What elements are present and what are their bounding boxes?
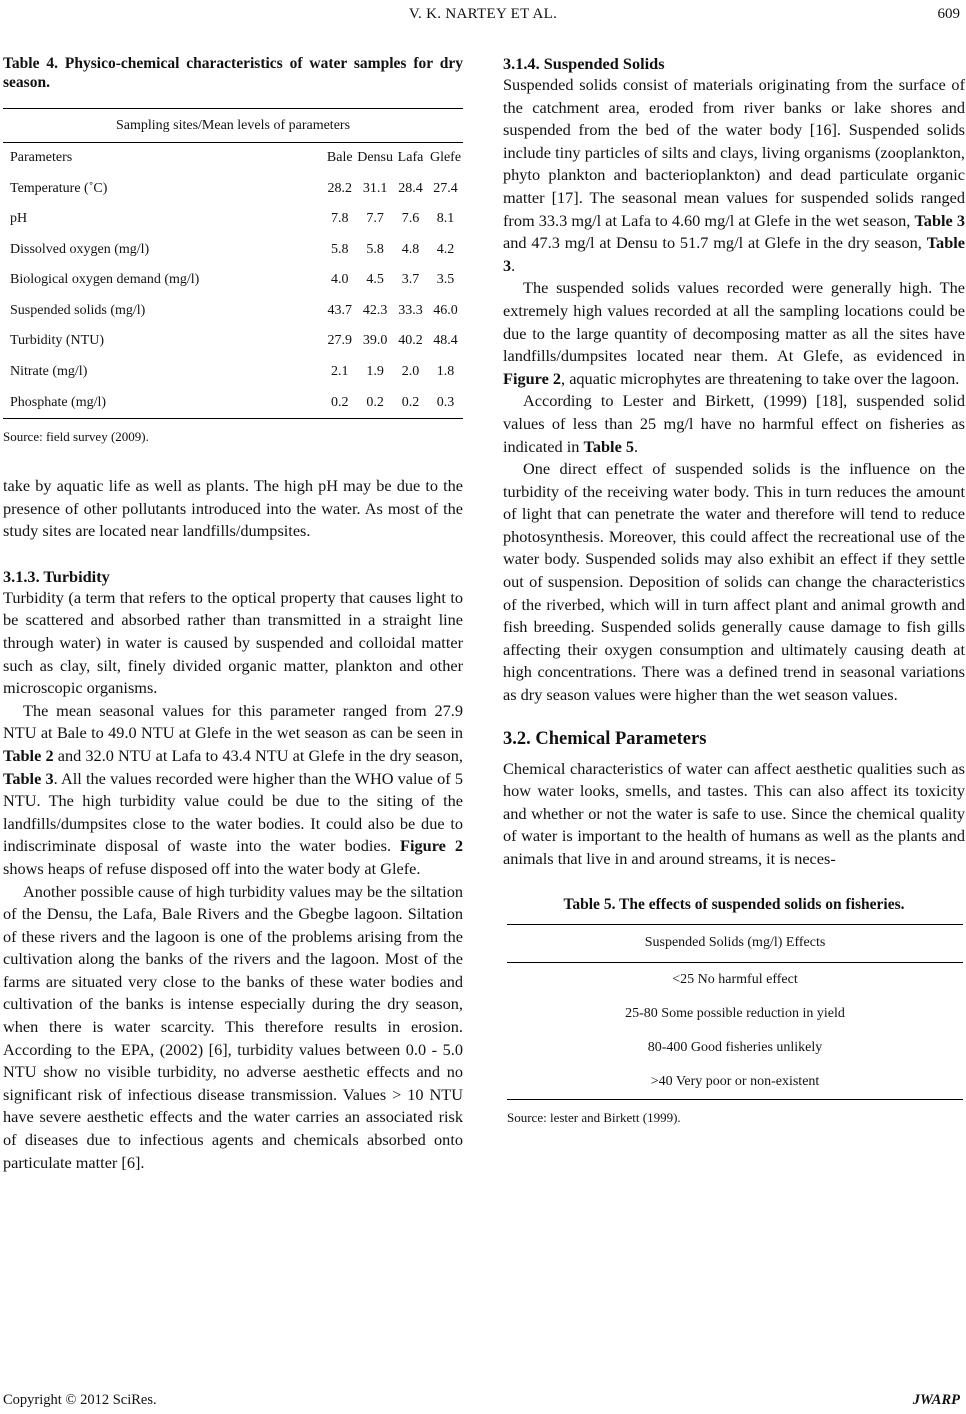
table4-cell: 2.0 <box>401 363 420 379</box>
table-ref: Table 3 <box>3 768 54 788</box>
table4 <box>3 108 463 419</box>
table4-col-parameters: Parameters <box>10 150 73 166</box>
table4-cell: 5.8 <box>366 241 384 257</box>
table4-cell: 46.0 <box>433 302 458 318</box>
table-row <box>507 997 963 1031</box>
text-run: . All the values recorded were higher than the WHO value of 5 NTU. The high turbidity value could be due to the siting of the landfills/dumpsites close to the water bodies. It could also be due to indiscriminate disposal of waste into the water bodies. <box>3 768 463 856</box>
table-ref: Table 3 <box>914 210 965 230</box>
table4-cell: 48.4 <box>433 333 458 349</box>
right-para-2 <box>503 277 965 390</box>
text-run: The suspended solids values recorded were generally high. The extremely high values recorded at all the sampling locations could be due to the large quantity of decomposing matter as all the sites have landfills/dumpsites located near them. At Glefe, as evidenced in <box>503 278 965 366</box>
text-run: . <box>511 255 516 275</box>
table4-cell: pH <box>10 211 28 227</box>
table-row <box>507 962 963 997</box>
table5 <box>507 924 963 1100</box>
table-row <box>3 174 463 205</box>
text-run: The mean seasonal values for this parameter ranged from 27.9 NTU at Bale to 49.0 NTU at Glefe in the wet season as can be seen in <box>3 700 463 743</box>
table4-cell: Dissolved oxygen (mg/l) <box>10 241 150 257</box>
table4-cell: 3.5 <box>436 272 455 288</box>
table4-cell: Suspended solids (mg/l) <box>10 302 146 318</box>
table4-cell: 42.3 <box>362 302 388 318</box>
heading-3-1-4: 3.1.4. Suspended Solids <box>503 54 665 73</box>
text-run: According to Lester and Birkett, (1999) [18], suspended solid values of less than 25 mg/l have no harmful effect on fisheries as indicated in <box>503 391 965 456</box>
journal-name: JWARP <box>912 1392 960 1408</box>
table4-col-lafa: Lafa <box>397 150 424 166</box>
table5-source: Source: lester and Birkett (1999). <box>507 1109 681 1125</box>
right-para-4: One direct effect of suspended solids is the influence on the turbidity of the receiving water body. This in turn reduces the amount of light that can penetrate the water and therefore will tend to reduce photosynthesis. Moreover, this could affect the recreational use of the water body. Suspended solids may also exhibit an effect if they settle out of suspension. Deposition of solids can change the characteristics of the riverbed, which will in turn affect plant and animal growth and fish breeding. Suspended solids generally cause damage to fish gills affecting their oxygen consumption and ultimately causing death at high concentrations. There was a defined trend in seasonal variations as dry season values were higher than the wet season values. <box>503 459 965 705</box>
table4-col-glefe: Glefe <box>429 150 462 166</box>
table4-cell: 4.8 <box>401 241 420 257</box>
table-ref: Table 2 <box>3 745 54 765</box>
table4-cell: Turbidity (NTU) <box>10 333 104 349</box>
table4-span-header: Sampling sites/Mean levels of parameters <box>3 109 463 143</box>
right-column <box>503 54 965 1126</box>
table-ref: Table 3 <box>503 233 965 275</box>
table4-caption: Table 4. Physico-chemical characteristics of water samples for dry season. <box>3 55 463 91</box>
table-row <box>507 1031 963 1065</box>
table5-cell: 80-400 Good fisheries unlikely <box>647 1039 823 1055</box>
text-run: and 32.0 NTU at Lafa to 43.4 NTU at Glefe in the dry season, <box>53 745 463 765</box>
right-para-1 <box>503 74 965 277</box>
text-run: Suspended solids consist of materials originating from the surface of the catchment area, eroded from river banks or lake shores and suspended from the bed of the water body [16]. Suspended solids include tiny particles of silts and clays, living organisms (zooplankton, phyto plankton and bacterioplankton) and dead particulate organic matter [17]. The seasonal mean values for suspended solids ranged from 33.3 mg/l at Lafa to 4.60 mg/l at Glefe in the wet season, <box>503 75 965 230</box>
table4-cell: 4.2 <box>436 241 455 257</box>
page-number: 609 <box>937 6 960 22</box>
table4-cell: 0.2 <box>322 387 357 419</box>
table5-cell: <25 No harmful effect <box>672 971 798 987</box>
table4-cell: 31.1 <box>362 180 388 196</box>
table4-cell: Biological oxygen demand (mg/l) <box>10 272 200 288</box>
heading-3-2: 3.2. Chemical Parameters <box>503 728 707 749</box>
table4-cell: 0.3 <box>428 387 463 419</box>
table-ref: Table 5 <box>583 436 635 456</box>
page-header <box>0 6 966 26</box>
table-row <box>3 296 463 327</box>
table5-caption: Table 5. The effects of suspended solids on fisheries. <box>563 895 905 913</box>
table5-cell: >40 Very poor or non-existent <box>507 1065 963 1100</box>
left-para-3 <box>3 700 463 881</box>
table4-cell: 28.2 <box>327 180 352 196</box>
text-run: shows heaps of refuse disposed off into the water body at Glefe. <box>3 858 421 878</box>
table4-cell: 4.0 <box>330 272 349 288</box>
table4-cell: 27.4 <box>433 180 458 196</box>
left-para-2: Turbidity (a term that refers to the optical property that causes light to be scattered and absorbed rather than transmitted in a straight line through water) in water is caused by suspended and colloidal matter such as clay, silt, finely divided organic matter, plankton and other microscopic organisms. <box>3 587 463 698</box>
table-row <box>3 357 463 388</box>
table4-cell: 27.9 <box>327 333 352 349</box>
running-head: V. K. NARTEY ET AL. <box>408 6 558 22</box>
table5-header: Suspended Solids (mg/l) Effects <box>507 924 963 962</box>
left-para-4: Another possible cause of high turbidity values may be the siltation of the Densu, the Lafa, Bale Rivers and the Gbegbe lagoon. Siltation of these rivers and the lagoon is one of the problems arising from the cultivation along the banks of the rivers and the lagoon. Most of the farms are situated very close to the banks of these water bodies and cultivation of the banks is intense especially during the dry season, when there is water scarcity. This therefore results in erosion. According to the EPA, (2002) [6], turbidity values between 0.0 - 5.0 NTU show no visible turbidity, no adverse aesthetic effects and no significant risk of infectious disease transmission. Values > 10 NTU have severe aesthetic effects and the water carries an associated risk of diseases due to infectious agents and chemicals absorbed onto particulate matter [6]. <box>3 881 463 1172</box>
table4-cell: Nitrate (mg/l) <box>10 363 88 379</box>
table4-col-bale: Bale <box>326 150 353 166</box>
table4-cell: 2.1 <box>330 363 349 379</box>
left-para-1: take by aquatic life as well as plants. The high pH may be due to the presence of other pollutants introduced into the water. As most of the study sites are located near landfills/dumpsites. <box>3 476 463 541</box>
table4-cell: 43.7 <box>327 302 352 318</box>
right-para-5: Chemical characteristics of water can affect aesthetic qualities such as how water looks, smells, and tastes. This can also affect its toxicity and whether or not the water is safe to use. Since the chemical quality of water is important to the health of humans as well as the plants and animals that live in and around streams, it is neces- <box>503 758 965 868</box>
table-row <box>3 387 463 419</box>
table4-col-densu: Densu <box>357 150 393 166</box>
table4-cell: 3.7 <box>401 272 420 288</box>
table5-cell: 25-80 Some possible reduction in yield <box>625 1005 845 1021</box>
table4-cell: 39.0 <box>362 333 388 349</box>
table4-source: Source: field survey (2009). <box>3 429 149 444</box>
table4-cell: 7.6 <box>401 211 420 227</box>
copyright-notice: Copyright © 2012 SciRes. <box>3 1392 157 1408</box>
table4-cell: 0.2 <box>393 387 428 419</box>
table4-cell: 40.2 <box>398 333 423 349</box>
table4-cell: 1.8 <box>436 363 455 379</box>
table-row <box>3 265 463 296</box>
table4-cell: 5.8 <box>330 241 349 257</box>
table4-cell: 7.8 <box>330 211 349 227</box>
table4-cell: 1.9 <box>366 363 384 379</box>
table4-cell: Temperature (˚C) <box>10 180 108 196</box>
right-para-3 <box>503 390 965 458</box>
table-row <box>3 204 463 235</box>
table4-cell: 0.2 <box>357 387 393 419</box>
text-run: . <box>634 436 639 456</box>
text-run: and 47.3 mg/l at Densu to 51.7 mg/l at Glefe in the dry season, <box>503 233 927 253</box>
figure-ref: Figure 2 <box>400 836 463 856</box>
table-row <box>507 1065 963 1100</box>
table4-cell: 8.1 <box>436 211 455 227</box>
figure-ref: Figure 2 <box>503 368 562 388</box>
table4-cell: Phosphate (mg/l) <box>3 387 322 419</box>
table4-cell: 7.7 <box>366 211 384 227</box>
table-row <box>3 326 463 357</box>
table4-cell: 33.3 <box>398 302 423 318</box>
text-run: , aquatic microphytes are threatening to take over the lagoon. <box>561 368 960 388</box>
heading-3-1-3: 3.1.3. Turbidity <box>3 566 110 586</box>
table-row <box>3 235 463 266</box>
table4-cell: 4.5 <box>366 272 384 288</box>
left-column <box>3 54 463 1174</box>
table4-cell: 28.4 <box>398 180 423 196</box>
